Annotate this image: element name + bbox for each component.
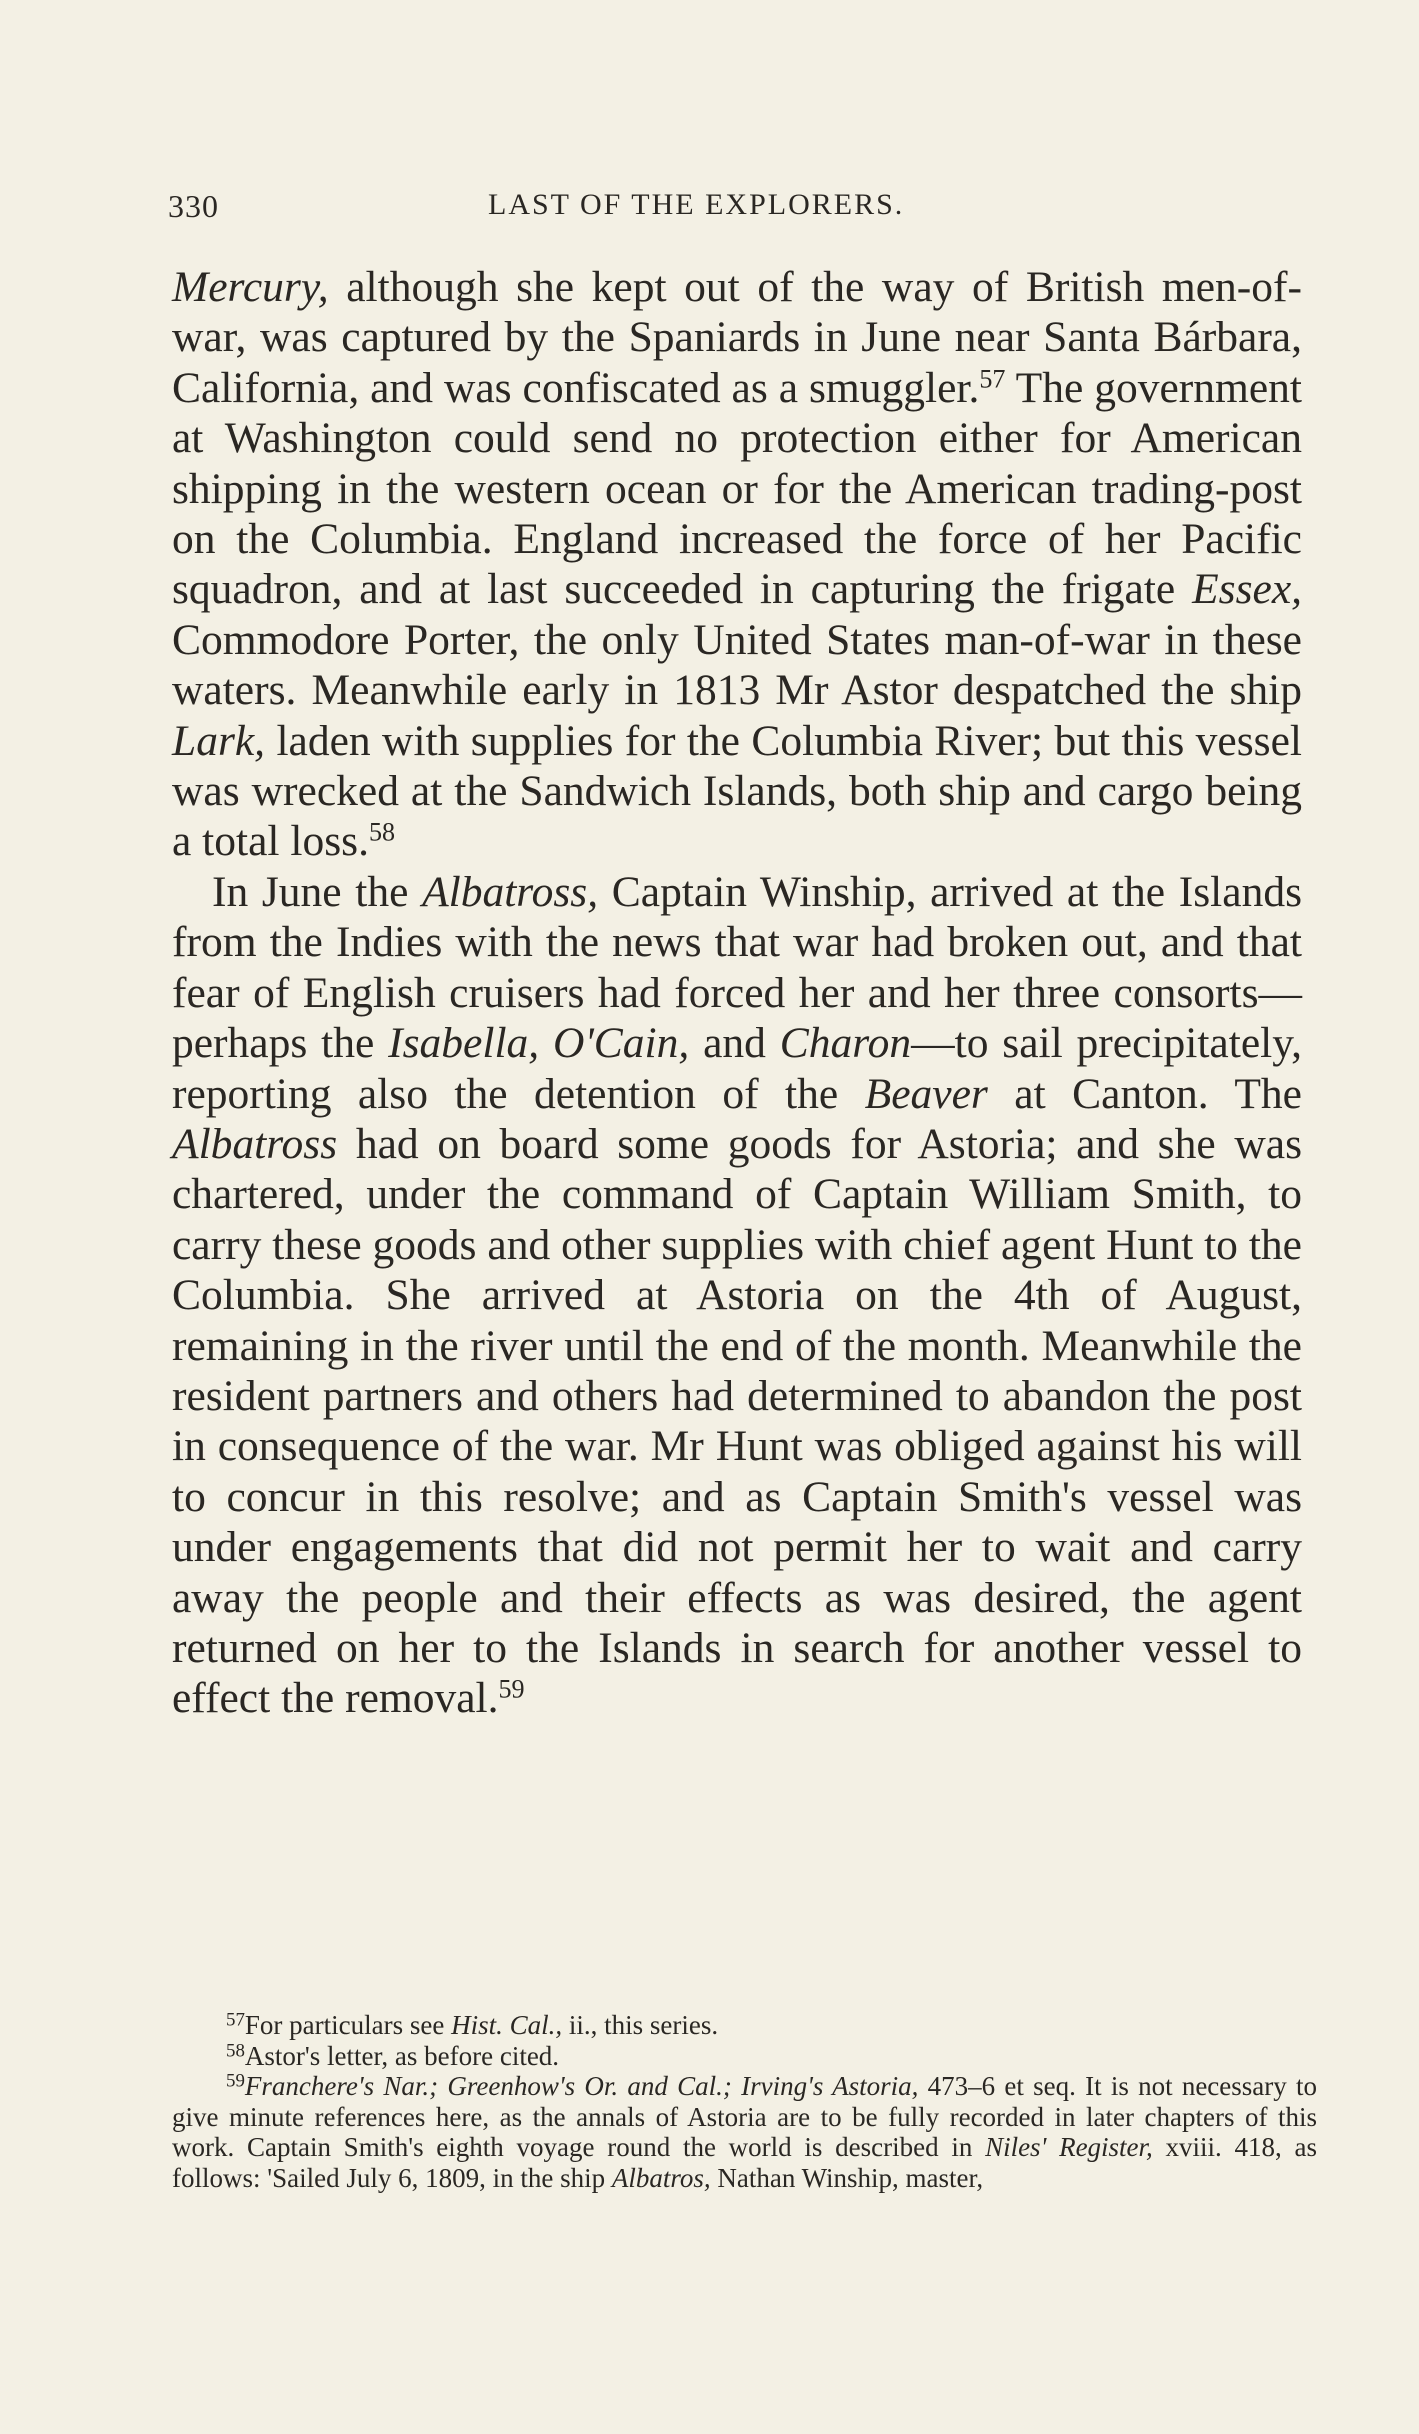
paragraph-text: Commodore Porter, the only United States man-of-war in these waters. Meanwhile early in 1813 Mr Astor despatched the ship [172, 615, 1302, 715]
running-head: LAST OF THE EXPLORERS. [488, 188, 905, 221]
footnote-ref-59: 59 [498, 1675, 525, 1705]
ship-name-charon: Charon [779, 1019, 912, 1068]
footnote-number: 57 [226, 2009, 245, 2031]
work-title: Greenhow's Or. and Cal.; [447, 2071, 732, 2101]
page-header [168, 188, 1303, 238]
paragraph-text: at Canton. The [987, 1069, 1302, 1118]
footnote-text: For particulars see [244, 2010, 452, 2040]
paragraph-text: although she kept out of the way of British men-of-war, was captured by the Spaniards in June near Santa Bárbara, California, and was confiscated as a smuggler. [172, 263, 1302, 412]
paragraph-text: The government at Washington could send no protection either for American shipping in the western ocean or for the American trading-post on the Columbia. England increased the force of her Pacific squadron, and at last succeeded in capturing the frigate [172, 363, 1302, 614]
ship-name-essex: Essex, [1192, 565, 1302, 614]
footnote-text: ii., this series. [562, 2010, 719, 2040]
paragraph-text: and [689, 1019, 780, 1068]
paragraph-text: laden with supplies for the Columbia River; but this vessel was wrecked at the Sandwich Islands, both ship and cargo being a total loss. [172, 716, 1302, 866]
ship-name-isabella: Isabella, [388, 1019, 540, 1068]
work-title: Niles' Register, [985, 2132, 1153, 2162]
ship-name-beaver: Beaver [864, 1069, 988, 1118]
paragraph-text: had on board some goods for Astoria; and she was chartered, under the command of Captain William Smith, to carry these goods and other supplies with chief agent Hunt to the Columbia. She arrived at Astoria on the 4th of August, remaining in the river until the end of the month. Meanwhile the resident partners and others had determined to abandon the post in consequence of the war. Mr Hunt was obliged against his will to concur in this resolve; and as Captain Smith's vessel was under engagements that did not permit her to wait and carry away the people and their effects as was desired, the agent returned on her to the Islands in search for another vessel to effect the removal. [172, 1119, 1302, 1723]
footnote-57 [172, 2010, 1317, 2041]
paragraph-text: —to sail precipitately, reporting also the detention of the [172, 1019, 1303, 1118]
work-title: Irving's Astoria, [741, 2071, 919, 2101]
paragraph-1 [172, 262, 1302, 867]
paragraph-2 [172, 867, 1302, 1724]
ship-name-ocain: O'Cain, [553, 1019, 690, 1068]
footnote-text: Astor's letter, as before cited. [244, 2040, 560, 2071]
footnote-number: 59 [226, 2070, 245, 2092]
footnote-ref-57: 57 [979, 364, 1006, 394]
ship-name-mercury: Mercury, [172, 263, 329, 311]
footnote-text: Nathan Winship, master, [710, 2162, 984, 2193]
work-title: Franchere's Nar.; [244, 2071, 439, 2101]
ship-name-lark: Lark, [172, 716, 266, 765]
page-number: 330 [168, 188, 219, 224]
footnote-58 [172, 2041, 1317, 2072]
body-text [172, 262, 1302, 1724]
ship-name-albatross: Albatross [172, 1119, 338, 1168]
ship-name-albatros: Albatros, [611, 2162, 711, 2193]
work-title: Hist. Cal., [451, 2010, 563, 2040]
ship-name-albatross: Albatross, [422, 867, 599, 916]
footnote-text [732, 2071, 741, 2101]
paragraph-text [539, 1019, 553, 1067]
footnote-text [438, 2071, 447, 2101]
footnote-59 [172, 2071, 1317, 2193]
footnote-text: xviii. 418, as follows: 'Sailed July 6, 1809, in the ship [172, 2132, 1318, 2193]
footnotes [172, 2010, 1317, 2193]
footnote-text: 473–6 et seq. It is not necessary to give minute references here, as the annals of Astoria are to be fully recorded in later chapters of this work. Captain Smith's eighth voyage round the world is described in [172, 2071, 1318, 2162]
paragraph-text: In June the [212, 867, 423, 916]
footnote-number: 58 [226, 2040, 245, 2061]
footnote-ref-58: 58 [368, 818, 396, 848]
paragraph-text: Captain Winship, arrived at the Islands from the Indies with the news that war had broken out, and that fear of English cruisers had forced her and her three consorts—perhaps the [172, 867, 1302, 1068]
